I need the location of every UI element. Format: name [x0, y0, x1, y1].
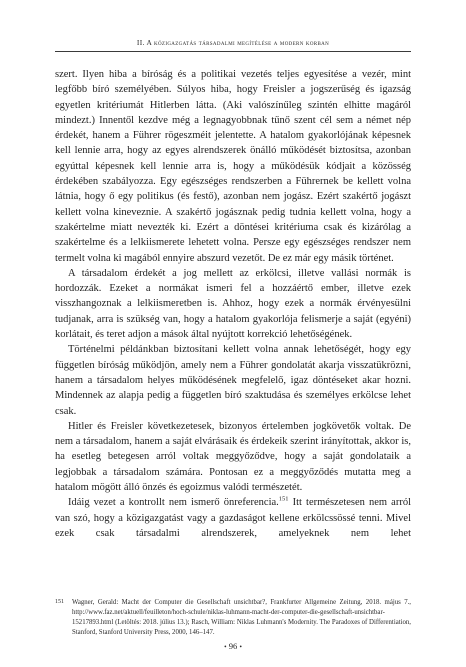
footnotes	[55, 598, 411, 637]
page-number-bullet-right: •	[239, 643, 242, 651]
footnote	[55, 598, 411, 637]
header-rule	[55, 51, 411, 52]
page-number-bullet-left: •	[224, 643, 227, 651]
paragraph: A társadalom érdekét a jog mellett az erkölcsi, illetve vallási normák is hordozzák. Ezeket a normákat ismeri fel a hozzáértő ember, illetve ezek visszhangoznak a lelkiismeretben is. Ahhoz, hogy ezek a normák érvényesülni tudjanak, arra is szükség van, hogy a hatalom gyakorlója felismerje a saját (egyéni) korlátait, és teret adjon a mások által nyújtott korrekció lehetőségének.	[55, 267, 411, 341]
paragraph: szert. Ilyen hiba a bíróság és a politikai vezetés teljes egyesítése a vezér, mint legfőbb bíró személyében. Súlyos hiba, hogy Freisler a jogszerűség és igazság egyetlen kritériumát Hitlerben látta. (Aki valószínűleg szintén elhitte magáról mindezt.) Innentől kezdve még a legnagyobbnak tűnő szent cél sem a német nép érdekét, hanem a Führer rögeszméit jelentette. A hatalom gyakorlójának képesnek kell lennie arra, hogy az egyes alrendszerek önálló működését biztosítsa, azonban egyúttal képesnek kell lennie arra is, hogy a működésük kódjait a közösség érdekében szabályozza. Egy egészséges rendszerben a Führernek be kellett volna látnia, hogy ő egy politikus (és festő), azonban nem jogász. Ezért szakértő jogászt kellett volna kineveznie. A szakértő jogásznak pedig tudnia kellett volna, hogy a szakértelme miatt nevezték ki. Ezért a döntései kritériuma csak és kizárólag a szakértelme és a lelkiismerete lehetett volna. Persze egy egészséges rendszer nem termelt volna ki magából ennyire abszurd vezetőt. De ez már egy másik történet.	[55, 69, 411, 264]
footnote-number: 151	[55, 599, 64, 605]
paragraph-text: Idáig vezet a kontrollt nem ismerő önreferencia.	[68, 497, 279, 509]
footnote-text: Wagner, Gerald: Macht der Computer die Gesellschaft unsichtbar?, Frankfurter Allgemeine Zeitung, 2018. május 7., http://www.faz.net/aktuell/feuilleton/hoch-schule/niklas-luhmann-macht-der-computer-die-gesellschaft-unsichtbar-15217893.html (Letöltés: 2018. július 13.); Rasch, William: Niklas Luhmann's Modernity. The Paradoxes of Differentiation, Stanford, Stanford University Press, 2000, 146–147.	[72, 599, 411, 636]
page-number: 96	[228, 641, 238, 651]
body-text	[55, 67, 411, 541]
paragraph-text-continued: Itt természetesen nem arról van szó, hogy a közigazgatást vagy a gazdaságot kellene erkölcssössé tenni. Mivel ezek csak társadalmi alrendszerek, amelyeknek nem lehet	[55, 497, 411, 539]
paragraph	[55, 495, 411, 541]
running-head	[40, 38, 426, 47]
page-number-footer	[0, 641, 466, 651]
paragraph: Történelmi példánkban biztosítani kellett volna annak lehetőségét, hogy egy független bíróság működjön, amely nem a Führer gondolatát akarja visszatükrözni, hanem a társadalom helyes működésének megfelelő, igaz döntéseket akar hozni. Mindennek az alapja pedig a független bíró szaktudása és személyes erkölcse lehet csak.	[55, 344, 411, 417]
running-head-text: II. A közigazgatás társadalmi megítélése a modern korban	[136, 38, 330, 47]
footnote-reference[interactable]: 151	[278, 495, 289, 503]
paragraph: Hitler és Freisler következetesek, bizonyos értelemben jogkövetők voltak. De nem a társadalom, hanem a saját elvárásaik és érdekeik szerint irányítottak, akkor is, ha esetleg betegesen arról voltak meggyőződve, hogy a saját gondolataik a legjobbak a társadalom számára. Pontosan ez a meggyőződés mutatta meg a hatalom mögött álló önzés és egoizmus valódi természetét.	[55, 420, 411, 494]
